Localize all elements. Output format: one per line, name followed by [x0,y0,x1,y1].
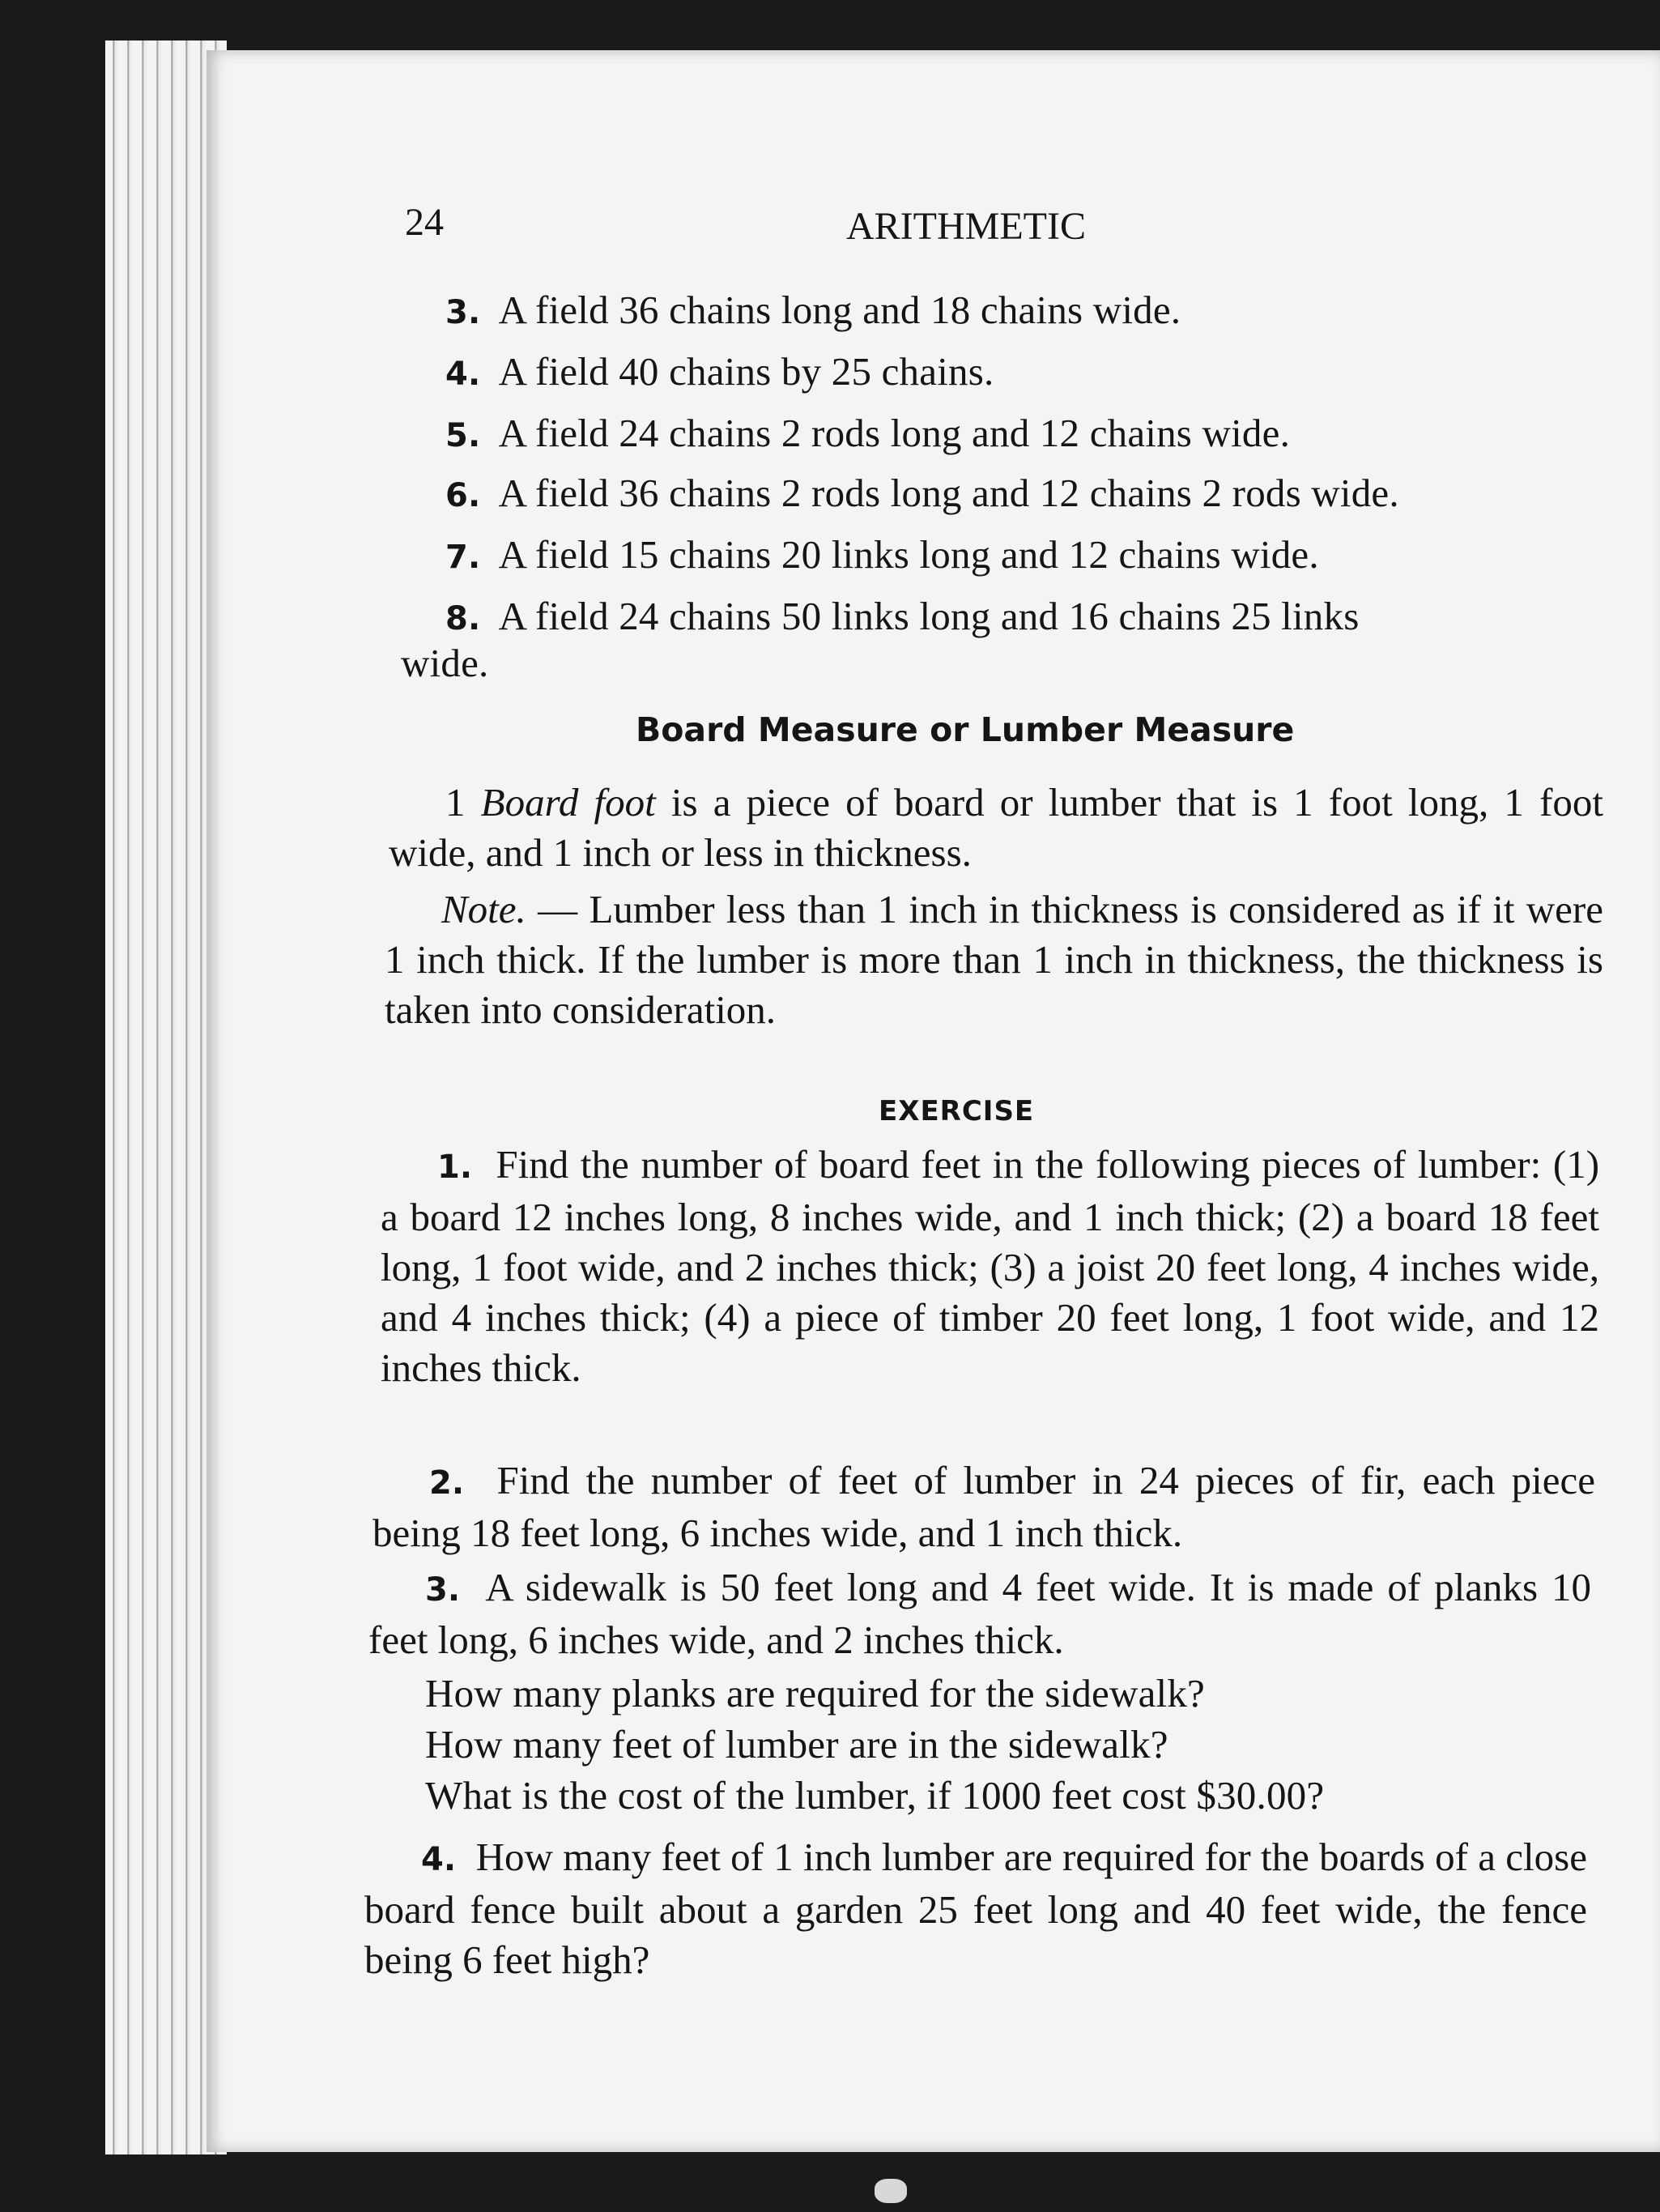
problem-text: A sidewalk is 50 feet long and 4 feet wide. It is made of planks 10 feet long, 6 inches wide, and 2 inches thick. [368,1565,1591,1662]
list-item [445,287,1181,333]
note-label: Note. [441,887,526,931]
definition-text: is a piece of board or lumber that is 1 foot long, 1 foot wide, and 1 inch or less in thickness. [389,780,1603,875]
problem-text: Find the number of board feet in the following pieces of lumber: (1) a board 12 inches long, 8 inches wide, and 1 inch thick; (2) a board 18 feet long, 1 foot wide, and 2 inches thick; (3) a joist 20 feet long, 4 inches wide, and 4 inches thick; (4) a piece of timber 20 feet long, 1 foot wide, and 12 inches thick. [381,1142,1600,1390]
problem-number: 2. [429,1464,465,1502]
item-text: A field 36 chains long and 18 chains wide. [498,288,1181,332]
exercise-title: EXERCISE [879,1095,1035,1127]
item-text: A field 15 chains 20 links long and 12 chains wide. [498,532,1319,577]
problem-3 [368,1562,1591,1665]
list-item [445,531,1319,578]
running-title: ARITHMETIC [846,205,1086,248]
scan-mark [875,2179,907,2203]
problem-number: 1. [437,1149,473,1186]
definition-term: Board foot [480,780,656,825]
item-number: 3. [445,294,481,331]
definition-paragraph [389,778,1603,878]
problem-text: Find the number of feet of lumber in 24 pieces of fir, each piece being 18 feet long, 6 inches wide, and 1 inch thick. [372,1458,1596,1555]
problem-number: 4. [421,1841,457,1878]
problem-3-question: How many planks are required for the sidewalk? [425,1671,1206,1715]
problem-4 [364,1832,1587,1985]
problem-number: 3. [425,1571,461,1609]
item-number: 6. [445,477,481,514]
list-item [445,348,994,394]
book-page [206,50,1660,2152]
item-text: A field 36 chains 2 rods long and 12 chains 2 rods wide. [498,471,1399,515]
item-number: 5. [445,417,481,454]
item-number: 4. [445,356,481,393]
list-item [445,410,1290,456]
problem-3-question: What is the cost of the lumber, if 1000 feet cost $30.00? [425,1773,1325,1818]
item-number: 7. [445,539,481,576]
item-text: A field 24 chains 50 links long and 16 chains 25 links [498,594,1360,638]
item-text: A field 40 chains by 25 chains. [498,349,994,394]
list-item [445,470,1399,516]
item-number: 8. [445,600,481,637]
note-text: — Lumber less than 1 inch in thickness is considered as if it were 1 inch thick. If the lumber is more than 1 inch in thickness, the thickness is taken into consideration. [385,887,1603,1032]
section-heading: Board Measure or Lumber Measure [636,710,1295,749]
problem-3-question: How many feet of lumber are in the sidewalk? [425,1722,1168,1767]
list-item [445,593,1359,639]
problem-2 [372,1455,1595,1558]
page-number: 24 [405,201,444,244]
problem-1 [381,1140,1599,1393]
item-continuation: wide. [401,641,489,685]
definition-lead: 1 [445,780,481,825]
problem-text: How many feet of 1 inch lumber are required for the boards of a close board fence built about a garden 25 feet long and 40 feet wide, the fence being 6 feet high? [364,1835,1587,1982]
item-text: A field 24 chains 2 rods long and 12 chains wide. [498,411,1291,455]
note-paragraph [385,884,1603,1035]
